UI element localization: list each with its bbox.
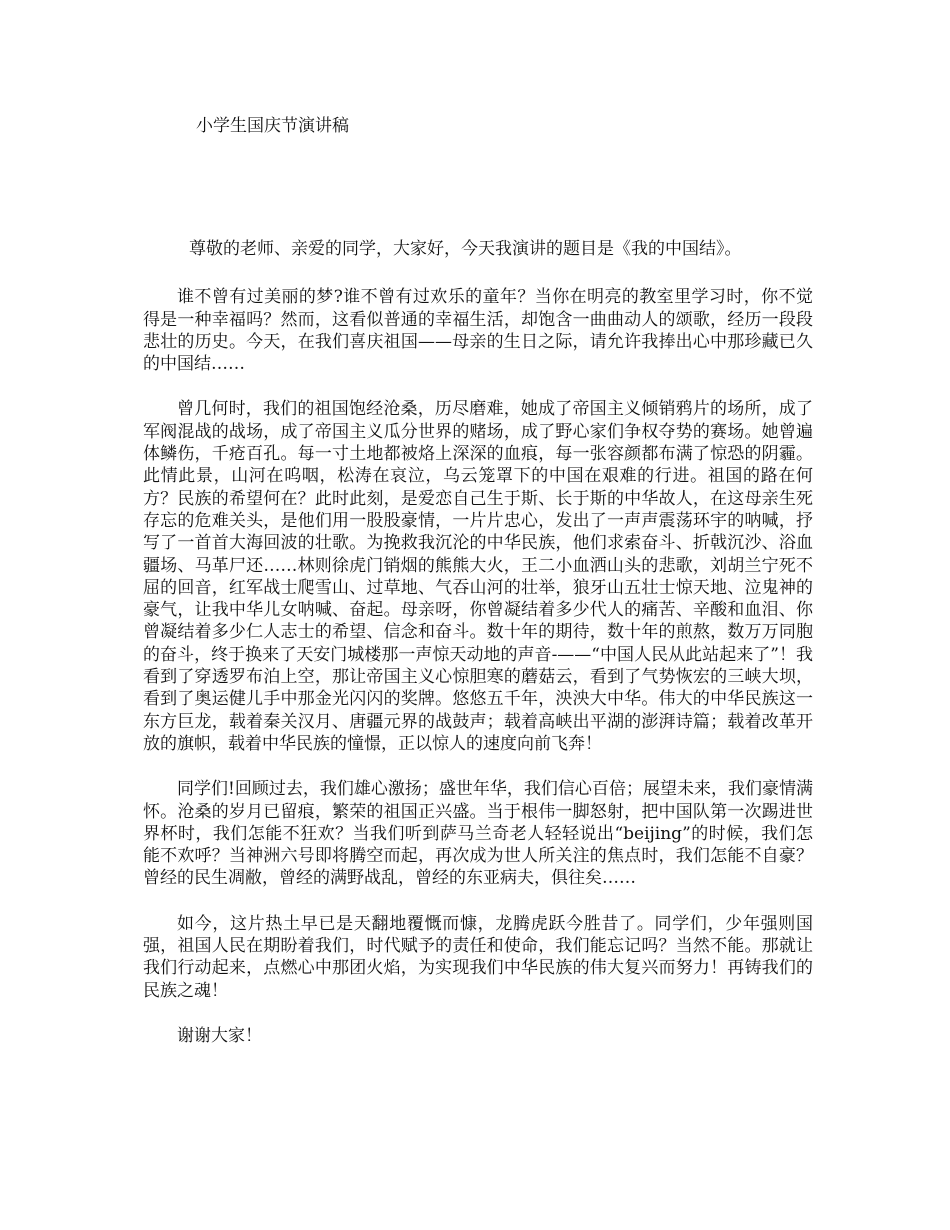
document-title: 小学生国庆节演讲稿 [196, 116, 349, 136]
paragraph-today: 如今，这片热土早已是天翻地覆慨而慷，龙腾虎跃今胜昔了。同学们，少年强则国强，祖国人民在期盼着我们，时代赋予的责任和使命，我们能忘记吗？当然不能。那就让我们行动起来，点燃心中那团火焰，为实现我们中华民族的伟大复兴而努力！再铸我们的民族之魂！ [143, 913, 813, 1001]
paragraph-thanks: 谢谢大家！ [177, 1025, 262, 1046]
paragraph-greeting: 尊敬的老师、亲爱的同学，大家好，今天我演讲的题目是《我的中国结》。 [189, 239, 742, 259]
paragraph-classmates: 同学们!回顾过去，我们雄心激扬；盛世年华，我们信心百倍；展望未来，我们豪情满怀。沧桑的岁月已留痕，繁荣的祖国正兴盛。当于根伟一脚怒射，把中国队第一次踢进世界杯时，我们怎能不狂欢？当我们听到萨马兰奇老人轻轻说出“beijing”的时候，我们怎能不欢呼？当神洲六号即将腾空而起，再次成为世人所关注的焦点时，我们怎能不自豪？曾经的民生凋敝，曾经的满野战乱，曾经的东亚病夫，俱往矣…… [143, 779, 813, 889]
paragraph-history: 曾几何时，我们的祖国饱经沧桑，历尽磨难，她成了帝国主义倾销鸦片的场所，成了军阀混战的战场，成了帝国主义瓜分世界的赌场，成了野心家们争权夺势的赛场。她曾遍体鳞伤，千疮百孔。每一寸土地都被烙上深深的血痕，每一张容颜都布满了惊恐的阴霾。此情此景，山河在呜咽，松涛在哀泣，乌云笼罩下的中国在艰难的行进。祖国的路在何方？民族的希望何在？此时此刻，是爱恋自己生于斯、长于斯的中华故人，在这母亲生死存忘的危难关头，是他们用一股股豪情，一片片忠心，发出了一声声震荡环宇的呐喊，抒写了一首首大海回波的壮歌。为挽救我沉沦的中华民族，他们求索奋斗、折戟沉沙、浴血疆场、马革尸还……林则徐虎门销烟的熊熊大火，王二小血洒山头的悲歌，刘胡兰宁死不屈的回音，红军战士爬雪山、过草地、气吞山河的壮举，狼牙山五壮士惊天地、泣鬼神的豪气，让我中华儿女呐喊、奋起。母亲呀，你曾凝结着多少代人的痛苦、辛酸和血泪、你曾凝结着多少仁人志士的希望、信念和奋斗。数十年的期待，数十年的煎熬，数万万同胞的奋斗，终于换来了天安门城楼那一声惊天动地的声音-——“中国人民从此站起来了”！我看到了穿透罗布泊上空，那让帝国主义心惊胆寒的蘑菇云，看到了气势恢宏的三峡大坝，看到了奥运健儿手中那金光闪闪的奖牌。悠悠五千年，泱泱大中华。伟大的中华民族这一东方巨龙，载着秦关汉月、唐疆元界的战鼓声；载着高峡出平湖的澎湃诗篇；载着改革开放的旗帜，载着中华民族的憧憬，正以惊人的速度向前飞奔！ [143, 399, 813, 754]
paragraph-dreams: 谁不曾有过美丽的梦?谁不曾有过欢乐的童年？当你在明亮的教室里学习时，你不觉得是一种幸福吗？然而，这看似普通的幸福生活，却饱含一曲曲动人的颂歌，经历一段段悲壮的历史。今天，在我们喜庆祖国——母亲的生日之际，请允许我捧出心中那珍藏已久的中国结…… [143, 287, 813, 375]
document-body [143, 238, 813, 1070]
